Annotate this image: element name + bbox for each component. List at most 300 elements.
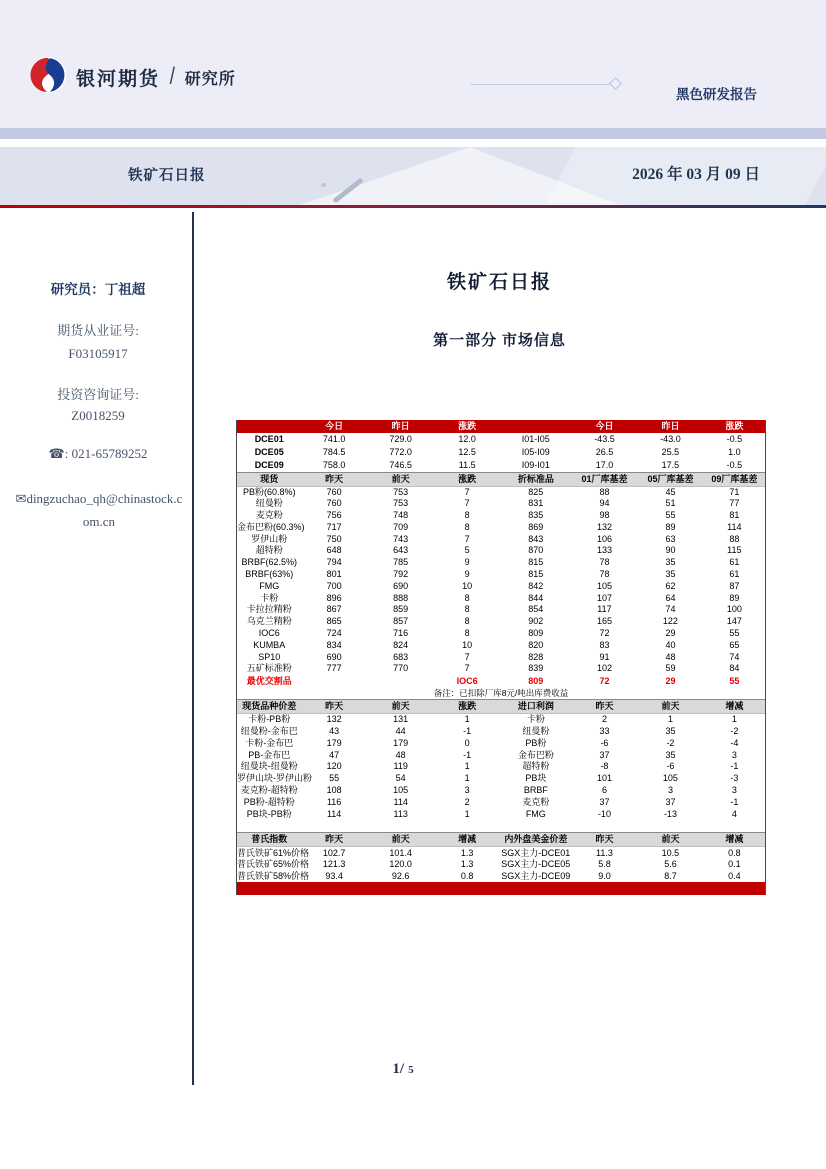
table-cell: -43.5 <box>594 434 615 444</box>
table-cell: PB块 <box>525 773 547 784</box>
table-cell: 7 <box>464 651 470 662</box>
table-cell: PB粉(60.8%) <box>242 486 296 497</box>
table-cell: 809 <box>528 627 544 638</box>
table-header-cell: 昨天 <box>301 700 366 714</box>
advisory-cert-label: 投资咨询证号: <box>57 387 139 402</box>
table-cell: 44 <box>395 725 406 736</box>
table-cell: 12.5 <box>458 447 476 457</box>
table-cell: 1 <box>667 714 673 725</box>
table-row <box>237 847 765 859</box>
table-cell: 乌克兰精粉 <box>246 616 292 627</box>
table-header-cell: 前天 <box>367 833 435 847</box>
table-cell: 0.1 <box>728 859 741 870</box>
table-cell: I01-I05 <box>521 434 550 444</box>
table-cell: 0.4 <box>728 870 741 881</box>
table-cell: 724 <box>326 627 342 638</box>
table-cell: 29 <box>665 627 676 638</box>
table-cell: 147 <box>726 616 742 627</box>
table-cell: 115 <box>727 545 742 556</box>
table-header-row <box>237 700 765 714</box>
table-cell: 35 <box>665 725 676 736</box>
table-header-cell: 涨跌 <box>434 420 499 433</box>
table-cell: -6 <box>600 737 609 748</box>
table-row <box>237 749 765 761</box>
table-cell: 90 <box>665 545 676 556</box>
table-cell: 117 <box>597 604 612 615</box>
table-cell: 45 <box>665 486 676 497</box>
gradient-divider <box>0 205 826 208</box>
table-cell: -1 <box>730 796 739 807</box>
table-header-cell: 昨天 <box>572 833 637 847</box>
table-cell: 1.3 <box>460 847 474 858</box>
table-cell: 83 <box>599 639 610 650</box>
table-cell: 罗伊山粉 <box>251 533 288 544</box>
table-cell: 748 <box>393 509 409 520</box>
table-cell: 4 <box>731 808 737 819</box>
table-cell: 10 <box>462 639 473 650</box>
table-cell: 683 <box>393 651 409 662</box>
table-cell: 9.0 <box>598 870 611 881</box>
table-cell: 102 <box>596 663 612 674</box>
table-cell: -13 <box>663 808 677 819</box>
table-cell: 51 <box>665 498 676 509</box>
table-cell: 麦克粉 <box>255 509 283 520</box>
table-cell: -3 <box>730 773 739 784</box>
table-cell: 820 <box>528 639 544 650</box>
table-cell: -10 <box>597 808 611 819</box>
decorative-line <box>470 84 611 85</box>
table-cell: DCE01 <box>254 434 284 444</box>
table-cell: 753 <box>393 486 409 497</box>
phone-line <box>14 446 182 462</box>
table-cell: 92.6 <box>391 870 410 881</box>
table-row <box>237 808 765 820</box>
table-cell: 102.7 <box>322 847 346 858</box>
note-row <box>237 687 765 700</box>
title-banner <box>0 147 826 205</box>
table-cell: 麦克粉-超特粉 <box>240 784 298 795</box>
section-title: 第一部分 市场信息 <box>433 333 566 349</box>
table-row <box>237 498 765 510</box>
table-cell: 纽曼粉-金布巴 <box>240 725 298 736</box>
table-cell: 107 <box>596 592 612 603</box>
table-cell: 88 <box>729 533 740 544</box>
table-cell: 93.4 <box>325 870 343 881</box>
table-cell: DCE09 <box>254 459 284 470</box>
table-cell: 121.3 <box>322 859 346 870</box>
table-cell: 690 <box>393 580 409 591</box>
table-cell: 794 <box>326 557 342 568</box>
table-cell: 卡粉 <box>260 592 279 603</box>
table-row <box>237 545 765 557</box>
spacer-cell <box>237 820 765 833</box>
table-cell: 40 <box>665 639 676 650</box>
table-cell: 831 <box>528 498 544 509</box>
table-cell: 10.5 <box>661 847 680 858</box>
advisory-cert-number: Z0018259 <box>71 408 125 423</box>
table-header-row <box>237 420 765 433</box>
table-cell: I09-I01 <box>521 459 550 470</box>
table-cell: 119 <box>393 761 408 772</box>
table-cell: 5.6 <box>664 859 677 870</box>
table-cell: 7 <box>464 486 470 497</box>
table-header-cell: 前天 <box>367 700 435 714</box>
table-row <box>237 433 765 446</box>
table-header-cell: 增减 <box>434 833 499 847</box>
table-cell: -1 <box>463 749 472 760</box>
table-cell: 648 <box>326 545 342 556</box>
table-row <box>237 446 765 459</box>
table-cell: 106 <box>596 533 612 544</box>
table-cell: 17.5 <box>661 459 680 470</box>
table-cell: 100 <box>726 604 742 615</box>
table-cell: 8 <box>464 604 470 615</box>
table-cell: 9 <box>464 568 470 579</box>
table-row <box>237 663 765 675</box>
table-cell: 普氏铁矿65%价格 <box>237 859 310 870</box>
researcher-name: 研究员：丁祖超 <box>50 282 146 297</box>
table-cell: 1 <box>464 773 470 784</box>
table-cell: 87 <box>729 580 740 591</box>
table-cell: 33 <box>599 725 610 736</box>
table-cell: 55 <box>729 675 740 686</box>
table-cell: -8 <box>600 761 609 772</box>
table-row <box>237 459 765 472</box>
table-cell: 116 <box>326 796 342 807</box>
table-cell: 74 <box>665 604 676 615</box>
page-total: 5 <box>408 1064 414 1076</box>
table-cell: 72 <box>599 675 610 686</box>
table-cell: 罗伊山块-罗伊山粉 <box>237 773 312 784</box>
table-cell: 7 <box>464 663 470 674</box>
table-cell: 756 <box>326 509 342 520</box>
banner-report-title: 铁矿石日报 <box>128 168 206 184</box>
email-address: dingzuchao_qh@chinastock.com.cn <box>26 491 183 529</box>
table-cell: 777 <box>326 663 342 674</box>
header-band <box>0 128 826 139</box>
table-cell: 89 <box>729 592 740 603</box>
table-header-cell: 昨天 <box>572 700 637 714</box>
table-row <box>237 616 765 628</box>
table-cell: 普氏铁矿61%价格 <box>237 847 310 858</box>
table-header-cell: 涨跌 <box>434 472 499 486</box>
table-cell: -0.5 <box>726 434 743 444</box>
table-header-cell <box>500 420 572 433</box>
table-header-cell: 昨天 <box>301 833 366 847</box>
table-cell: 888 <box>393 592 409 603</box>
table-cell: 717 <box>326 521 342 532</box>
table-cell: 43 <box>329 725 340 736</box>
table-cell: 纽曼粉 <box>522 725 550 736</box>
table-cell: 120.0 <box>389 859 412 870</box>
table-cell: SP10 <box>258 651 281 662</box>
table-header-cell: 涨跌 <box>704 420 765 433</box>
table-cell: 743 <box>393 533 409 544</box>
table-cell: 844 <box>528 592 544 603</box>
table-row <box>237 773 765 785</box>
table-cell: 105 <box>393 784 409 795</box>
table-cell: 88 <box>599 486 610 497</box>
footer-cell <box>237 882 765 895</box>
table-cell: 902 <box>528 616 544 627</box>
table-cell: 753 <box>393 498 409 509</box>
table-row <box>237 785 765 797</box>
table-cell: 869 <box>528 521 544 532</box>
table-cell: 最优交割品 <box>246 675 292 686</box>
table-cell: 5.8 <box>598 859 611 870</box>
table-cell: -2 <box>730 725 739 736</box>
market-data-table <box>236 420 766 895</box>
table-cell: 132 <box>596 521 612 532</box>
table-cell: 78 <box>599 568 610 579</box>
table-header-cell: 今日 <box>572 420 637 433</box>
brand-divider: / <box>169 63 176 90</box>
table-cell: 1.0 <box>728 447 741 457</box>
table-cell: 835 <box>528 509 544 520</box>
note-cell: 备注：已扣除厂库8元/吨出库费收益 <box>433 688 569 698</box>
table-cell: BRBF <box>523 784 548 795</box>
email-line <box>14 487 184 533</box>
table-row <box>237 569 765 581</box>
table-cell: 643 <box>393 545 409 556</box>
table-cell: 101 <box>596 773 612 784</box>
table-cell: 61 <box>729 568 740 579</box>
table-cell: 55 <box>729 627 740 638</box>
top-header <box>0 0 826 128</box>
table-cell: 772.0 <box>389 447 412 457</box>
table-cell: 758.0 <box>322 459 346 470</box>
table-cell: 133 <box>596 545 612 556</box>
table-header-cell: 昨日 <box>637 420 704 433</box>
table-cell: PB粉-超特粉 <box>243 796 295 807</box>
table-cell: 709 <box>393 521 409 532</box>
table-cell: 9 <box>464 557 470 568</box>
galaxy-futures-logo-icon <box>29 56 67 94</box>
table-cell: 48 <box>665 651 676 662</box>
table-header-cell: 进口利润 <box>500 700 572 714</box>
table-cell: 35 <box>665 568 676 579</box>
org-name: 研究所 <box>184 70 236 88</box>
table-cell: 824 <box>393 639 409 650</box>
table-cell: 62 <box>665 580 676 591</box>
table-cell: 105 <box>662 773 678 784</box>
table-row <box>237 510 765 522</box>
table-cell: SGX主力-DCE05 <box>501 859 571 870</box>
table-cell: 801 <box>326 568 342 579</box>
table-cell: 超特粉 <box>255 545 283 556</box>
table-cell: 卡粉-PB粉 <box>248 714 291 725</box>
table-row <box>237 761 765 773</box>
table-cell: 857 <box>393 616 409 627</box>
table-cell: IOC6 <box>456 675 478 686</box>
table-cell: 741.0 <box>322 434 346 444</box>
table-cell: 84 <box>729 663 740 674</box>
table-cell: 6 <box>601 784 607 795</box>
table-cell: 785 <box>393 557 409 568</box>
table-header-cell: 09厂库基差 <box>704 472 765 486</box>
table-header-cell: 前天 <box>367 472 435 486</box>
table-cell: 815 <box>528 557 544 568</box>
email-icon: ✉ <box>15 491 27 506</box>
table-cell: 896 <box>326 592 342 603</box>
table-cell: -1 <box>730 761 739 772</box>
table-header-row <box>237 833 765 847</box>
table-cell: PB块-PB粉 <box>246 808 292 819</box>
table-cell: 11.5 <box>458 459 476 470</box>
table-cell: 108 <box>326 784 342 795</box>
table-cell: SGX主力-DCE09 <box>501 870 571 881</box>
table-cell: 8 <box>464 521 470 532</box>
table-cell: 91 <box>599 651 610 662</box>
table-cell: 89 <box>665 521 676 532</box>
table-cell: 870 <box>528 545 544 556</box>
table-cell: 784.5 <box>322 447 346 457</box>
table-header-cell: 现货品种价差 <box>237 700 301 714</box>
table-cell: FMG <box>525 808 546 819</box>
table-cell: 3 <box>731 784 737 795</box>
table-footer-bar <box>237 882 765 895</box>
table-cell: 815 <box>528 568 544 579</box>
table-cell: 37 <box>599 796 610 807</box>
table-header-cell: 01厂库基差 <box>572 472 637 486</box>
table-cell: 716 <box>393 627 409 638</box>
table-row <box>237 533 765 545</box>
table-cell: 63 <box>665 533 676 544</box>
table-row <box>237 486 765 498</box>
table-cell: 3 <box>667 784 673 795</box>
table-cell: 854 <box>528 604 544 615</box>
table-cell: 1 <box>731 714 737 725</box>
table-cell: -2 <box>666 737 675 748</box>
table-cell: 114 <box>326 808 342 819</box>
table-row <box>237 737 765 749</box>
table-cell: 纽曼块-纽曼粉 <box>240 761 298 772</box>
table-header-cell: 前天 <box>637 833 704 847</box>
table-cell: 700 <box>326 580 342 591</box>
table-cell: 35 <box>665 749 676 760</box>
table-cell: 865 <box>326 616 342 627</box>
table-cell: 卡粉-金布巴 <box>245 737 294 748</box>
table-cell: 2 <box>464 796 470 807</box>
table-cell: 132 <box>326 714 342 725</box>
table-cell: PB粉 <box>525 737 547 748</box>
table-cell: 78 <box>599 557 610 568</box>
table-row <box>237 604 765 616</box>
table-header-cell: 昨日 <box>367 420 435 433</box>
brand-name: 银河期货 <box>76 68 161 90</box>
table-cell: SGX主力-DCE01 <box>501 847 571 858</box>
page-number <box>0 1060 806 1078</box>
table-cell: 3 <box>464 784 470 795</box>
futures-cert-number: F03105917 <box>68 346 128 361</box>
table-cell: 5 <box>464 545 470 556</box>
table-cell: 105 <box>596 580 612 591</box>
table-cell: -43.0 <box>660 434 681 444</box>
table-header-row <box>237 472 765 486</box>
table-cell: 1 <box>464 761 470 772</box>
table-cell: DCE05 <box>254 447 284 457</box>
table-cell: 750 <box>326 533 342 544</box>
table-cell: 64 <box>665 592 676 603</box>
table-cell: 3 <box>731 749 737 760</box>
table-cell: FMG <box>259 580 280 591</box>
table-cell: 828 <box>528 651 544 662</box>
table-cell: 760 <box>326 486 342 497</box>
table-cell: I05-I09 <box>521 447 550 457</box>
table-cell: 65 <box>729 639 740 650</box>
table-cell: 11.3 <box>596 847 613 858</box>
table-cell: 74 <box>729 651 740 662</box>
table-cell: 839 <box>528 663 544 674</box>
table-cell: 麦克粉 <box>522 796 550 807</box>
table-cell: 179 <box>393 737 409 748</box>
page-title: 铁矿石日报 <box>446 272 552 293</box>
watermark-dot <box>321 183 326 187</box>
table-cell: 8 <box>464 627 470 638</box>
table-cell: 金布巴粉(60.3%) <box>237 521 305 532</box>
table-header-cell: 昨天 <box>301 472 366 486</box>
best-delivery-row <box>237 675 765 688</box>
table-cell: 867 <box>326 604 342 615</box>
table-header-cell: 今日 <box>301 420 366 433</box>
table-cell: 114 <box>727 521 742 532</box>
spacer-row <box>237 820 765 833</box>
table-cell: 0.8 <box>460 870 474 881</box>
table-cell: 114 <box>393 796 408 807</box>
futures-cert-label: 期货从业证号: <box>57 323 139 338</box>
table-cell: 0.8 <box>728 847 741 858</box>
table-cell: -0.5 <box>726 459 743 470</box>
table-row <box>237 580 765 592</box>
table-cell: 59 <box>665 663 676 674</box>
table-cell: 55 <box>665 509 676 520</box>
table-cell: 842 <box>528 580 544 591</box>
table-cell: 48 <box>395 749 406 760</box>
table-cell: 金布巴粉 <box>517 749 554 760</box>
table-cell: 825 <box>528 486 544 497</box>
table-cell: 690 <box>326 651 342 662</box>
diamond-icon <box>609 77 622 90</box>
table-cell: 81 <box>729 509 740 520</box>
quote-table <box>237 420 765 895</box>
table-cell: 1 <box>464 714 470 725</box>
table-cell: 17.0 <box>595 459 614 470</box>
table-row <box>237 592 765 604</box>
table-cell: 179 <box>326 737 342 748</box>
table-header-cell: 增减 <box>704 833 765 847</box>
table-header-cell: 现货 <box>237 472 301 486</box>
table-cell: 纽曼粉 <box>255 498 283 509</box>
table-cell: 131 <box>393 714 409 725</box>
table-cell: KUMBA <box>253 639 286 650</box>
table-cell: BRBF(63%) <box>245 568 294 579</box>
table-cell: 2 <box>601 714 607 725</box>
table-row <box>237 871 765 883</box>
table-row <box>237 796 765 808</box>
table-cell: 1.3 <box>460 859 474 870</box>
table-cell: PB-金布巴 <box>248 749 291 760</box>
table-row <box>237 714 765 726</box>
table-cell: 1 <box>464 808 470 819</box>
page-current: 1/ <box>392 1061 405 1077</box>
table-cell: 37 <box>665 796 676 807</box>
table-cell: 8 <box>464 509 470 520</box>
table-cell: 8 <box>464 616 470 627</box>
table-row <box>237 651 765 663</box>
brand-row <box>76 63 236 91</box>
report-type-label: 黑色研发报告 <box>676 87 757 102</box>
table-cell: 122 <box>662 616 678 627</box>
